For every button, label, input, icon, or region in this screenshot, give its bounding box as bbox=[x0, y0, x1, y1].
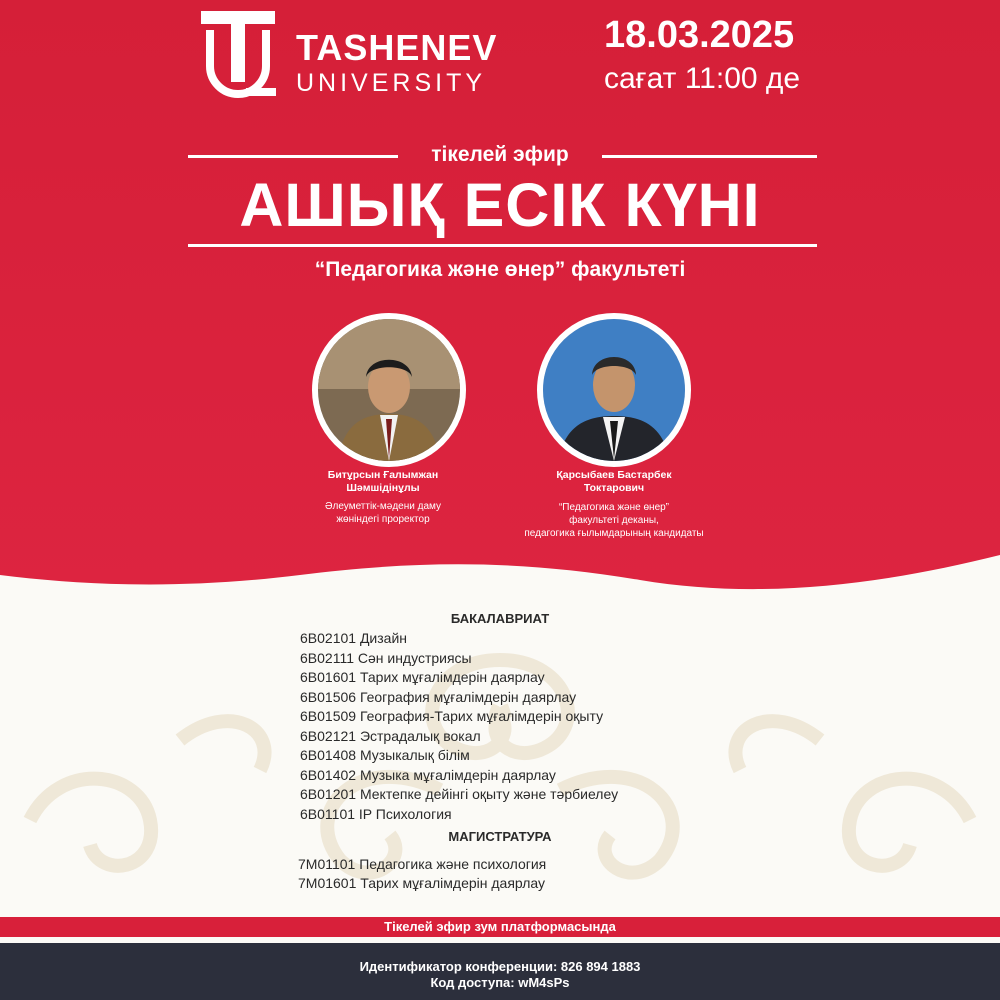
master-title: МАГИСТРАТУРА bbox=[448, 829, 552, 844]
speaker-2-name: Қарсыбаев Бастарбек Токтарович bbox=[556, 469, 672, 494]
program-item: 7M01601 Тарих мұғалімдерін даярлау bbox=[298, 875, 546, 891]
program-item: 6B01506 География мұғалімдерін даярлау bbox=[300, 689, 577, 705]
access-code: Код доступа: wM4sPs bbox=[430, 975, 570, 990]
program-item: 6B01201 Мектепке дейінгі оқыту және тәрбиелеу bbox=[300, 786, 619, 802]
event-time: сағат 11:00 де bbox=[604, 62, 801, 95]
program-item: 6B02121 Эстрадалық вокал bbox=[300, 728, 481, 744]
live-platform-banner: Тікелей эфир зум платформасында bbox=[0, 917, 1000, 937]
conference-id: Идентификатор конференции: 826 894 1883 bbox=[359, 959, 641, 974]
program-item: 6B02101 Дизайн bbox=[300, 630, 408, 646]
brand-subtitle: UNIVERSITY bbox=[296, 69, 487, 97]
faculty-title: “Педагогика және өнер” факультеті bbox=[314, 258, 686, 281]
tashenev-logo-icon bbox=[198, 8, 278, 103]
live-label: тікелей эфир bbox=[431, 143, 569, 166]
speaker-2-photo bbox=[537, 313, 691, 467]
speaker-1-photo bbox=[312, 313, 466, 467]
program-item: 6B01509 География-Тарих мұғалімдерін оқыту bbox=[300, 708, 604, 724]
program-item: 7M01101 Педагогика және психология bbox=[298, 856, 547, 872]
brand-block bbox=[296, 27, 498, 98]
divider-bottom bbox=[188, 244, 817, 247]
brand-name: TASHENEV bbox=[296, 27, 498, 68]
program-item: 6B01601 Тарих мұғалімдерін даярлау bbox=[300, 669, 545, 685]
program-item: 6B01101 IP Психология bbox=[300, 806, 452, 822]
headline: АШЫҚ ЕСІК КҮНІ bbox=[239, 171, 761, 239]
bachelor-title: БАКАЛАВРИАТ bbox=[450, 611, 550, 626]
conference-info-band bbox=[0, 943, 1000, 1000]
program-item: 6B01408 Музыкалық білім bbox=[300, 747, 470, 763]
event-date: 18.03.2025 bbox=[604, 14, 795, 56]
program-item: 6B01402 Музыка мұғалімдерін даярлау bbox=[300, 767, 556, 783]
speaker-2-role: “Педагогика және өнер” факультеті деканы, педагогика ғылымдарының кандидаты bbox=[524, 502, 704, 539]
speaker-1-name: Битұрсын Ғалымжан Шәмшідінұлы bbox=[327, 469, 439, 494]
program-item: 6B02111 Сән индустриясы bbox=[300, 650, 472, 666]
speaker-1-role: Әлеуметтік-мәдени даму жөніндегі проректор bbox=[325, 501, 441, 525]
